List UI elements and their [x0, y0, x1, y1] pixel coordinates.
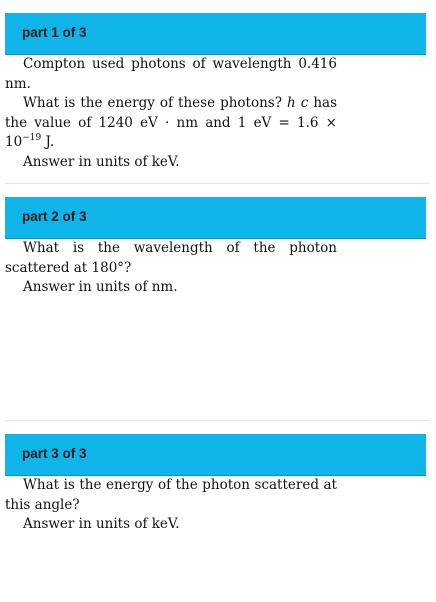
- part-1-statement: Compton used photons of wavelength 0.416 nm.: [5, 56, 337, 92]
- part-2-answer-units: Answer in units of nm.: [23, 279, 178, 295]
- part-1-prompt-exponent: −19: [22, 133, 42, 143]
- separator: [5, 420, 430, 421]
- part-1-prompt-unit: J.: [41, 134, 55, 150]
- part-3-answer-units: Answer in units of keV.: [23, 516, 180, 532]
- part-1-title: part 1 of 3: [22, 25, 87, 40]
- part-1-prompt-text: What is the energy of these photons?: [23, 95, 288, 111]
- part-1-prompt-value: has the value of 1240 eV · nm and 1 eV = 1.6 × 10: [5, 95, 337, 150]
- part-2-question: [5, 239, 337, 298]
- separator: [5, 183, 430, 184]
- part-3-title: part 3 of 3: [22, 446, 87, 461]
- part-2-statement: What is the wavelength of the photon scattered at 180°?: [5, 240, 337, 276]
- part-3-statement: What is the energy of the photon scattered at this angle?: [5, 477, 337, 513]
- part-1-header: [5, 13, 426, 55]
- part-3-header: [5, 434, 426, 476]
- part-1-prompt: [5, 94, 337, 153]
- part-1-prompt-variable: h c: [287, 95, 309, 111]
- part-1-question: [5, 55, 337, 172]
- part-3-question: [5, 476, 337, 535]
- part-2-header: [5, 197, 426, 239]
- part-2-title: part 2 of 3: [22, 209, 87, 224]
- part-1-answer-units: Answer in units of keV.: [23, 153, 180, 170]
